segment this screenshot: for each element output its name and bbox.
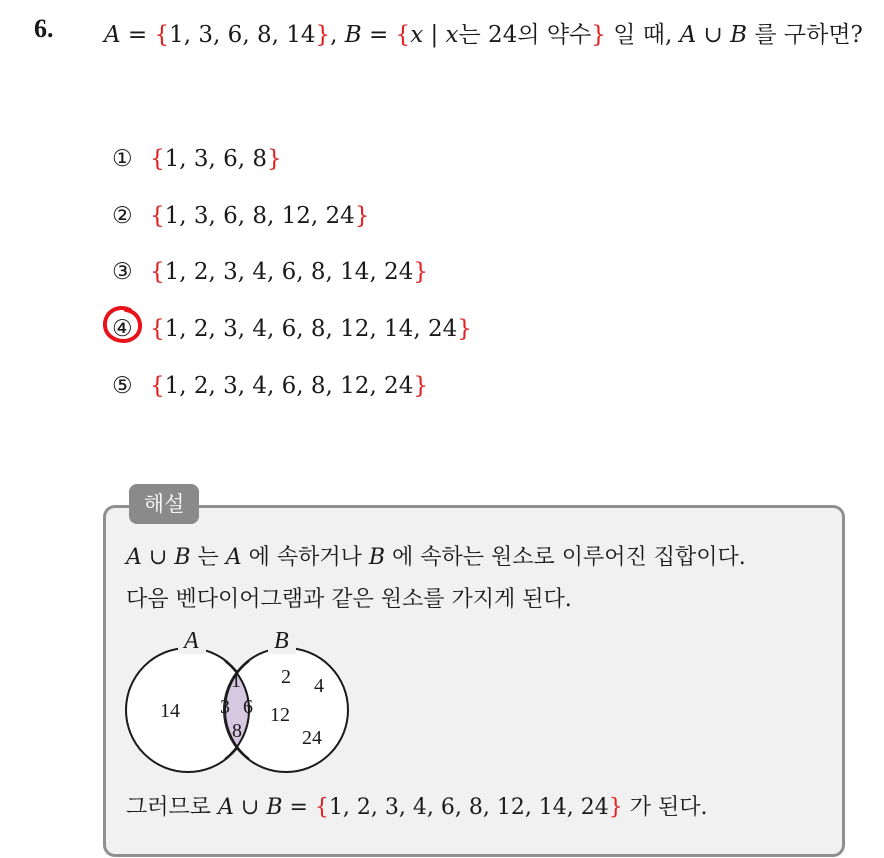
conclusion-elements: 1, 2, 3, 4, 6, 8, 12, 14, 24 xyxy=(328,795,609,820)
conclusion-suffix: 가 된다. xyxy=(622,795,708,820)
choice-number: ② xyxy=(112,203,133,229)
choice-3[interactable] xyxy=(112,257,428,287)
question-suffix: 를 구하면? xyxy=(747,22,863,48)
brace-open: { xyxy=(150,259,165,285)
venn-element: 8 xyxy=(232,720,242,742)
brace-open: { xyxy=(150,203,165,229)
set-builder-bar: | xyxy=(423,22,446,48)
choice-1[interactable] xyxy=(112,144,282,174)
venn-element: 1 xyxy=(231,670,241,692)
venn-element: 6 xyxy=(243,696,253,718)
choice-elements: 1, 3, 6, 8, 12, 24 xyxy=(164,203,355,229)
venn-element: 3 xyxy=(220,696,230,718)
explanation-text: 에 속하는 원소로 이루어진 집합이다. xyxy=(385,545,746,570)
venn-diagram xyxy=(118,620,368,780)
union-b: B xyxy=(174,545,191,570)
explanation-conclusion xyxy=(126,790,708,821)
explanation-text: 에 속하거나 xyxy=(241,545,369,570)
brace-close: } xyxy=(354,203,370,229)
brace-open: { xyxy=(150,373,165,399)
equals-sign: = xyxy=(120,22,155,48)
explanation-line-1 xyxy=(126,540,746,571)
separator: , xyxy=(330,22,345,48)
question-text xyxy=(104,14,864,56)
choice-number: ① xyxy=(112,146,133,172)
union-operator: ∪ xyxy=(233,795,267,820)
union-b: B xyxy=(730,22,748,48)
set-b-variable: x xyxy=(410,22,424,48)
explanation-line-2: 다음 벤다이어그램과 같은 원소를 가지게 된다. xyxy=(126,587,572,612)
choice-4[interactable] xyxy=(112,314,472,344)
choice-elements: 1, 3, 6, 8 xyxy=(164,146,268,172)
set-a-name: A xyxy=(104,22,121,48)
set-a-elements: 1, 3, 6, 8, 14 xyxy=(169,22,316,48)
explanation-tag: 해설 xyxy=(129,484,199,524)
brace-close: } xyxy=(315,22,331,48)
union-operator: ∪ xyxy=(696,22,731,48)
brace-close: } xyxy=(608,795,623,820)
brace-close: } xyxy=(413,259,428,285)
union-a: A xyxy=(218,795,234,820)
set-b-condition: 는 24의 약수 xyxy=(458,22,592,48)
brace-open: { xyxy=(314,795,329,820)
venn-element: 2 xyxy=(281,666,291,688)
venn-element: 12 xyxy=(270,704,290,726)
union-operator: ∪ xyxy=(141,545,175,570)
equals-sign: = xyxy=(361,22,396,48)
brace-close: } xyxy=(457,316,472,342)
union-a: A xyxy=(126,545,142,570)
set-b-name: B xyxy=(368,545,386,570)
brace-open: { xyxy=(150,316,165,342)
answer-circle-mark xyxy=(100,302,146,348)
brace-open: { xyxy=(150,146,165,172)
explanation-text: 는 xyxy=(190,545,226,570)
brace-close: } xyxy=(591,22,606,48)
choice-2[interactable] xyxy=(112,201,369,231)
equals-sign: = xyxy=(282,795,315,820)
choice-elements: 1, 2, 3, 4, 6, 8, 12, 24 xyxy=(164,373,414,399)
venn-label-a: A xyxy=(184,628,199,654)
choice-number: ④ xyxy=(112,316,133,342)
choice-number: ⑤ xyxy=(112,373,133,399)
venn-element: 24 xyxy=(302,727,322,749)
set-b-variable: x xyxy=(445,22,459,48)
brace-open: { xyxy=(154,22,170,48)
choice-elements: 1, 2, 3, 4, 6, 8, 12, 14, 24 xyxy=(164,316,458,342)
venn-element: 14 xyxy=(160,700,180,722)
venn-element: 4 xyxy=(314,675,324,697)
union-a: A xyxy=(679,22,697,48)
choice-number: ③ xyxy=(112,259,133,285)
brace-close: } xyxy=(267,146,282,172)
brace-close: } xyxy=(413,373,428,399)
set-b-name: B xyxy=(344,22,362,48)
conclusion-prefix: 그러므로 xyxy=(126,795,219,820)
question-number: 6. xyxy=(34,14,54,43)
venn-label-b: B xyxy=(274,628,289,654)
question-suffix: 일 때, xyxy=(605,22,680,48)
brace-open: { xyxy=(395,22,411,48)
choice-elements: 1, 2, 3, 4, 6, 8, 14, 24 xyxy=(164,259,414,285)
set-a-name: A xyxy=(225,545,242,570)
choice-5[interactable] xyxy=(112,371,428,401)
union-b: B xyxy=(266,795,283,820)
